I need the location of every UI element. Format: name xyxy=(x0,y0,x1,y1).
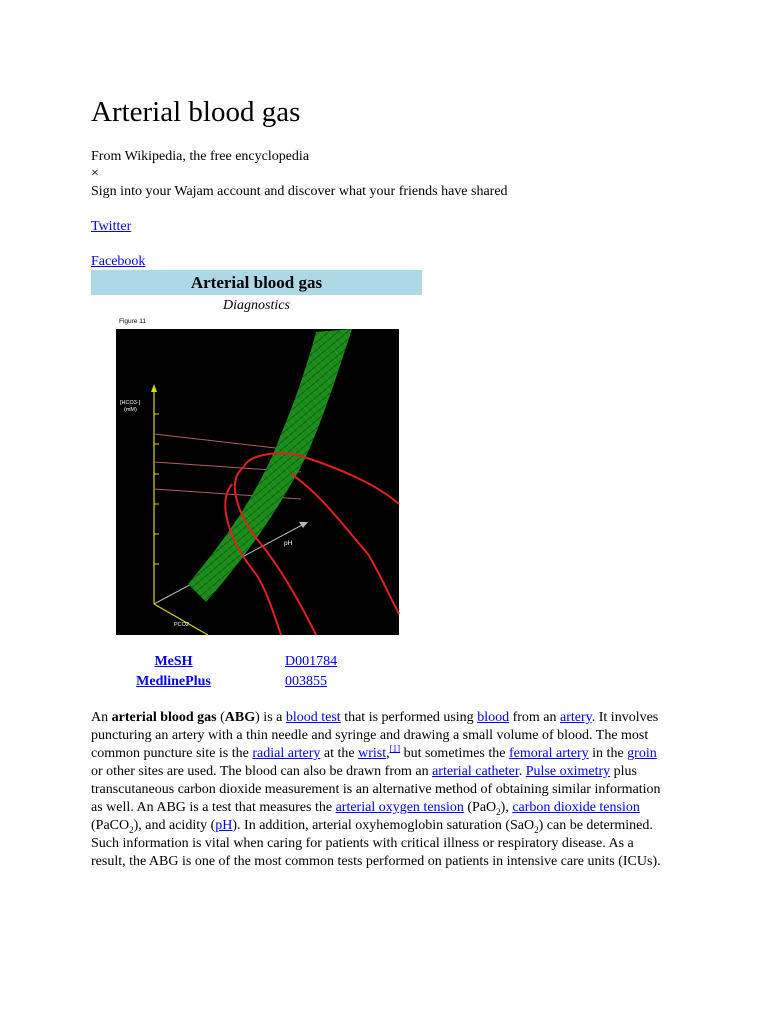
text: or other sites are used. The blood can also be drawn from an xyxy=(91,764,433,779)
medlineplus-label-link[interactable]: MedlinePlus xyxy=(136,674,211,689)
arterial-catheter-link[interactable]: arterial catheter xyxy=(432,764,519,779)
text: ) is a xyxy=(255,710,286,725)
text: from an xyxy=(509,710,561,725)
text: . xyxy=(518,764,526,779)
radial-artery-link[interactable]: radial artery xyxy=(252,746,321,761)
text: (PaCO xyxy=(91,818,130,833)
twitter-link[interactable]: Twitter xyxy=(91,219,132,234)
subscript: 2 xyxy=(534,824,539,835)
from-wikipedia-tagline: From Wikipedia, the free encyclopedia xyxy=(91,149,310,164)
text: (PaO xyxy=(463,800,497,815)
term-bold: arterial blood gas xyxy=(111,710,217,725)
text: . It involves puncturing an artery with a thin needle and syringe and drawing a small volume of blood. The most common puncture site is the xyxy=(91,710,659,761)
abbr-bold: ABG xyxy=(224,710,256,725)
y-axis-label: [HCO3-] xyxy=(120,400,141,406)
mesh-value-link[interactable]: D001784 xyxy=(285,654,338,669)
text: ). In addition, arterial oxyhemoglobin saturation (SaO xyxy=(232,818,535,833)
artery-link[interactable]: artery xyxy=(560,710,592,725)
femoral-artery-link[interactable]: femoral artery xyxy=(508,746,589,761)
facebook-link[interactable]: Facebook xyxy=(91,254,146,269)
infobox-subtitle: Diagnostics xyxy=(223,298,290,313)
text: that is performed using xyxy=(340,710,478,725)
carbon-dioxide-tension-link[interactable]: carbon dioxide tension xyxy=(512,800,640,815)
infobox-row xyxy=(91,672,422,692)
abg-3d-surface-image xyxy=(116,314,401,636)
infobox-figure xyxy=(116,314,401,636)
y-axis-unit: (mM) xyxy=(124,407,137,413)
wrist-link[interactable]: wrist xyxy=(358,746,387,761)
mesh-label-link[interactable]: MeSH xyxy=(154,654,193,669)
groin-link[interactable]: groin xyxy=(627,746,657,761)
subscript: 2 xyxy=(129,824,134,835)
figure-label: Figure 11 xyxy=(119,318,146,325)
medlineplus-value-link[interactable]: 003855 xyxy=(285,674,327,689)
intro-paragraph xyxy=(91,709,669,871)
arterial-oxygen-tension-link[interactable]: arterial oxygen tension xyxy=(335,800,464,815)
close-icon[interactable]: × xyxy=(91,166,99,181)
text: An xyxy=(91,710,112,725)
text: but sometimes the xyxy=(400,746,509,761)
text: at the xyxy=(320,746,359,761)
blood-link[interactable]: blood xyxy=(477,710,510,725)
text: ( xyxy=(216,710,225,725)
text: plus transcutaneous carbon dioxide measurement is an alternative method of obtaining similar information as well. An ABG is a test that measures the xyxy=(91,764,661,815)
infobox-row xyxy=(91,652,422,672)
text: ), and acidity ( xyxy=(133,818,216,833)
citation-link[interactable]: [1] xyxy=(389,743,401,754)
subscript: 2 xyxy=(496,806,501,817)
figure-background xyxy=(116,329,399,635)
text: ) can be determined. Such information is vital when caring for patients with critical illness or respiratory disease. As a result, the ABG is one of the most common tests performed on patients in intensive care units (ICUs). xyxy=(91,818,661,869)
wajam-message: Sign into your Wajam account and discover what your friends have shared xyxy=(91,184,508,199)
blood-test-link[interactable]: blood test xyxy=(285,710,341,725)
text: , xyxy=(386,746,390,761)
ph-link[interactable]: pH xyxy=(215,818,233,833)
text: in the xyxy=(588,746,628,761)
page-title: Arterial blood gas xyxy=(91,96,301,128)
infobox-title: Arterial blood gas xyxy=(91,270,422,295)
text: ), xyxy=(500,800,513,815)
z-axis-label: PCO2 xyxy=(174,622,189,628)
pulse-oximetry-link[interactable]: Pulse oximetry xyxy=(525,764,611,779)
x-axis-label: pH xyxy=(284,540,293,547)
